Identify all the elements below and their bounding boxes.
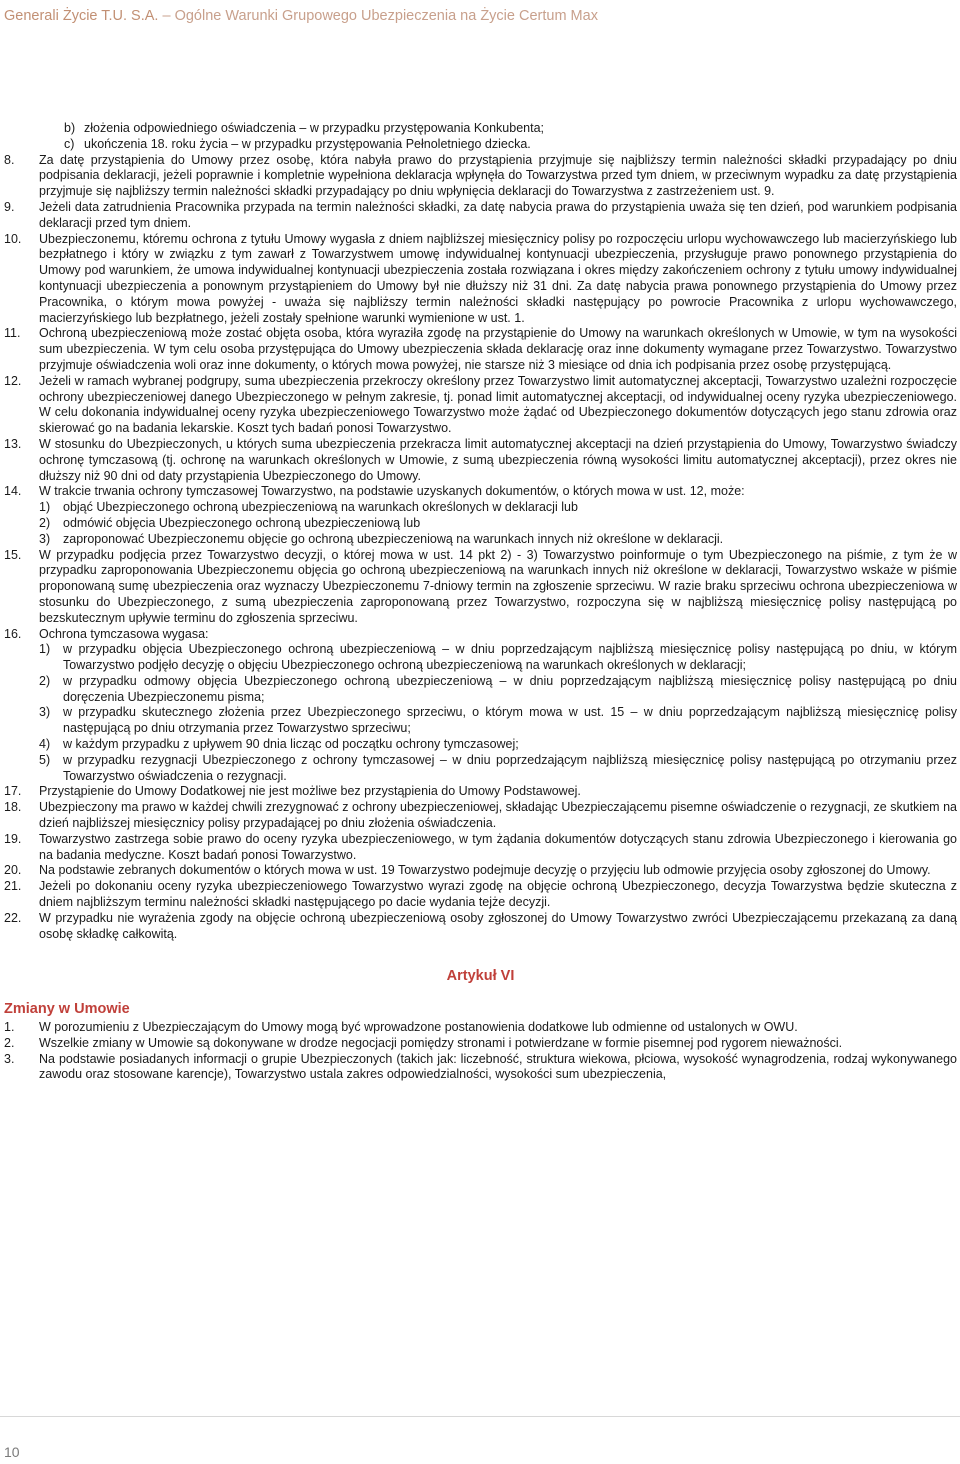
paragraph-text: W trakcie trwania ochrony tymczasowej Towarzystwo, na podstawie uzyskanych dokumentów, o których mowa w ust. 12, może: <box>39 484 745 499</box>
sub-item-label: 2) <box>39 515 51 530</box>
numbered-paragraph <box>4 863 957 879</box>
sub-item-label: 2) <box>39 673 51 688</box>
paragraph-text: W przypadku nie wyrażenia zgody na objęcie ochroną ubezpieczeniową osoby zgłoszonej do Umowy Towarzystwo zwróci Ubezpieczającemu przekazaną za daną osobę składkę całkowitą. <box>39 910 957 941</box>
paragraph-number: 17. <box>4 784 22 799</box>
sub-item-text: w przypadku objęcia Ubezpieczonego ochroną ubezpieczeniową – w dniu poprzedzającym najbliższą miesięcznicę polisy następującą po dniu, w którym Towarzystwo podjęło decyzję o objęciu Ubezpieczonego ochroną ubezpieczeniową na warunkach określonych w deklaracji; <box>63 642 957 673</box>
paragraph-number: 18. <box>4 800 22 815</box>
numbered-paragraph <box>4 832 957 864</box>
paragraph-number: 16. <box>4 626 22 641</box>
sub-item-label: 1) <box>39 642 51 657</box>
numbered-paragraph <box>4 232 957 327</box>
list-item-text: złożenia odpowiedniego oświadczenia – w przypadku przystępowania Konkubenta; <box>84 121 545 135</box>
company-name: Generali Życie T.U. S.A. <box>4 8 159 24</box>
sub-item-label: 4) <box>39 737 51 752</box>
numbered-paragraph <box>4 153 957 200</box>
paragraph-number: 11. <box>4 326 21 341</box>
sub-item-label: 3) <box>39 531 51 546</box>
list-item-text: ukończenia 18. roku życia – w przypadku przystępowania Pełnoletniego dziecka. <box>84 136 531 151</box>
paragraph-text: W stosunku do Ubezpieczonych, u których suma ubezpieczenia przekracza limit automatycznej akceptacji na dzień przystąpienia do Umowy, Towarzystwo świadczy ochronę tymczasową (tj. ochronę na warunkach określonych w Umowie, z sumą ubezpieczenia równą wysokości limitu automatycznej akceptacji), przez okres nie dłuższy niż 90 dni od daty przystąpienia Ubezpieczonego do Umowy. <box>39 436 957 483</box>
paragraph-text: Jeżeli data zatrudnienia Pracownika przypada na termin należności składki, za datę nabycia prawa do przystąpienia uważa się ten dzień, pod warunkiem podpisania deklaracji przed tym dniem. <box>39 199 957 230</box>
numbered-paragraph <box>4 437 957 484</box>
sub-list-item <box>39 532 957 548</box>
paragraph-text: Za datę przystąpienia do Umowy przez osobę, która nabyła prawo do przystąpienia przyjmuje się najbliższy termin należności składki przypadający po dniu podpisania deklaracji, jeżeli poprawnie i kompletnie wypełniona deklaracja wpłynęła do Towarzystwa przed tym dniem, w przeciwnym wypadku za datę przystąpienia przyjmuje się najbliższy termin należności składki przypadający po dniu wpłynięcia deklaracji do Towarzystwa z zastrzeżeniem ust. 9. <box>39 152 957 199</box>
sub-list-item <box>39 753 957 785</box>
sub-list-item <box>39 500 957 516</box>
paragraph-number: 20. <box>4 863 22 878</box>
paragraph-text: W porozumieniu z Ubezpieczającym do Umowy mogą być wprowadzone postanowienia dodatkowe lub odmienne od ustalonych w OWU. <box>39 1020 798 1035</box>
footer-divider <box>0 1416 960 1417</box>
article-paragraph <box>4 1052 957 1084</box>
sub-item-text: zaproponować Ubezpieczonemu objęcie go ochroną ubezpieczeniową na warunkach innych niż określone w deklaracji. <box>63 531 724 546</box>
paragraph-number: 1. <box>4 1020 15 1035</box>
sub-item-text: w każdym przypadku z upływem 90 dnia licząc od początku ochrony tymczasowej; <box>63 737 519 752</box>
sub-item-text: w przypadku rezygnacji Ubezpieczonego z ochrony tymczasowej – w dniu poprzedzającym najbliższą miesięcznicę polisy następującą po otrzymaniu przez Towarzystwo oświadczenia o rezygnacji. <box>63 752 957 783</box>
numbered-paragraph <box>4 326 957 373</box>
paragraph-number: 9. <box>4 199 15 214</box>
paragraph-text: Jeżeli po dokonaniu oceny ryzyka ubezpieczeniowego Towarzystwo wyrazi zgodę na objęcie ochroną Ubezpieczonego, decyzja Towarzystwa będzie skuteczna z dniem najbliższym terminu należności składki następującego po dacie wydania tejże decyzji. <box>39 879 957 910</box>
numbered-paragraph <box>4 548 957 627</box>
numbered-paragraph <box>4 784 957 800</box>
sub-list-item <box>39 737 957 753</box>
sub-list-item <box>39 516 957 532</box>
sub-list-item <box>39 642 957 674</box>
continued-list-item <box>4 137 957 153</box>
article-title: Artykuł VI <box>446 968 515 985</box>
numbered-paragraph <box>4 374 957 437</box>
sub-item-label: 3) <box>39 705 51 720</box>
article-paragraph <box>4 1020 957 1036</box>
paragraph-number: 10. <box>4 231 22 246</box>
sub-item-text: w przypadku skutecznego złożenia przez Ubezpieczonego sprzeciwu, o którym mowa w ust. 15 – w dniu poprzedzającym najbliższą miesięcznicę polisy następującą po dniu otrzymania przez Towarzystwo sprzeciwu; <box>63 705 957 736</box>
article-paragraph <box>4 1036 957 1052</box>
paragraph-text: Przystąpienie do Umowy Dodatkowej nie jest możliwe bez przystąpienia do Umowy Podstawowej. <box>39 784 581 799</box>
sub-list <box>39 642 957 784</box>
sub-list <box>39 500 957 547</box>
page-header <box>4 8 598 24</box>
paragraph-number: 21. <box>4 879 22 894</box>
paragraph-text: Jeżeli w ramach wybranej podgrupy, suma ubezpieczenia przekroczy określony przez Towarzystwo limit automatycznej akceptacji, Towarzystwo uzależni rozpoczęcie ochrony ubezpieczeniowej danego Ubezpieczonego w pełnym zakresie, tj. ponad limit automatycznej akceptacji, od indywidualnej oceny ryzyka ubezpieczeniowego. W celu dokonania indywidualnej oceny ryzyka ubezpieczeniowego Towarzystwo może żądać od Ubezpieczonego dokumentów dotyczących jego stanu zdrowia oraz skierować go na badania lekarskie. Koszt tych badań ponosi Towarzystwo. <box>39 373 957 436</box>
paragraph-number: 22. <box>4 910 22 925</box>
list-item-label: b) <box>64 121 76 135</box>
sub-item-label: 1) <box>39 500 51 515</box>
numbered-paragraph <box>4 200 957 232</box>
numbered-paragraph <box>4 627 957 643</box>
document-title: Ogólne Warunki Grupowego Ubezpieczenia na Życie Certum Max <box>174 8 598 24</box>
numbered-paragraph <box>4 800 957 832</box>
paragraph-number: 12. <box>4 373 22 388</box>
paragraph-text: Ochrona tymczasowa wygasa: <box>39 626 209 641</box>
document-body <box>4 121 957 1083</box>
paragraph-text: Ochroną ubezpieczeniową może zostać objęta osoba, która wyraziła zgodę na przystąpienie do Umowy na warunkach określonych w Umowie, w tym na wysokości sum ubezpieczenia. W tym celu osoba przystępująca do Umowy ubezpieczenia składa deklarację oraz inne dokumenty wymagane przez Towarzystwo. Towarzystwo przyjmuje oświadczenia woli oraz inne dokumenty, o których mowa powyżej, nie starsze niż 3 miesiące od dnia ich podpisania przez osobę przystępującą. <box>39 326 957 372</box>
article-paragraphs <box>4 1020 957 1083</box>
paragraph-number: 13. <box>4 436 22 451</box>
paragraph-text: Ubezpieczony ma prawo w każdej chwili zrezygnować z ochrony ubezpieczeniowej, składając Ubezpieczającemu pisemne oświadczenie o rezygnacji, ze skutkiem na dzień najbliższej miesięcznicy polisy przypadającej po dniu złożenia oświadczenia. <box>39 800 957 831</box>
numbered-paragraph <box>4 911 957 943</box>
paragraph-number: 3. <box>4 1051 15 1066</box>
sub-item-text: odmówić objęcia Ubezpieczonego ochroną ubezpieczeniową lub <box>63 515 421 530</box>
paragraph-number: 15. <box>4 547 22 562</box>
sub-list-item <box>39 674 957 706</box>
paragraph-text: Towarzystwo zastrzega sobie prawo do oceny ryzyka ubezpieczeniowego, w tym żądania dokumentów dotyczących stanu zdrowia Ubezpieczonego i kierowania go na badania medyczne. Koszt badań ponosi Towarzystwo. <box>39 831 957 862</box>
numbered-paragraph <box>4 879 957 911</box>
list-item-label: c) <box>64 136 75 151</box>
sub-list-item <box>39 705 957 737</box>
paragraph-text: Na podstawie zebranych dokumentów o których mowa w ust. 19 Towarzystwo podejmuje decyzję o przyjęciu lub odmowie przyjęcia osoby zgłoszonej do Umowy. <box>39 863 931 878</box>
numbered-paragraph <box>4 484 957 500</box>
paragraph-text: Wszelkie zmiany w Umowie są dokonywane w drodze negocjacji pomiędzy stronami i potwierdzane w formie pisemnej pod rygorem nieważności. <box>39 1035 843 1050</box>
header-separator: – <box>158 8 175 24</box>
paragraph-number: 19. <box>4 831 22 846</box>
page-number: 10 <box>4 1444 20 1460</box>
paragraph-number: 14. <box>4 484 22 499</box>
paragraph-number: 2. <box>4 1035 15 1050</box>
sub-item-text: w przypadku odmowy objęcia Ubezpieczonego ochroną ubezpieczeniową – w dniu poprzedzającym najbliższą miesięcznicę polisy następującą po dniu doręczenia Ubezpieczonemu pisma; <box>63 673 957 704</box>
paragraph-text: Ubezpieczonemu, któremu ochrona z tytułu Umowy wygasła z dniem najbliższej miesięcznicy polisy po rozpoczęciu urlopu wychowawczego lub macierzyńskiego lub bezpłatnego i który w związku z tym zawarł z Towarzystwem umowę indywidualnej kontynuacji ubezpieczenia, przysługuje prawo ponownego przystąpienia do Umowy pod warunkiem, że umowa indywidualnej kontynuacji ubezpieczenia została rozwiązana i okres między zakończeniem ochrony z tytułu umowy indywidualnej kontynuacji ubezpieczenia a ponownym przystąpieniem do Umowy był nie dłuższy niż 31 dni. Za datę nabycia prawa ponownego przystąpienia do Umowy przez Pracownika, o którym mowa powyżej - uważa się najbliższy termin należności składki następujący po powrocie Pracownika z urlopu wychowawczego, macierzyńskiego lub bezpłatnego, jeżeli zostały spełnione warunki wymienione w ust. 1. <box>39 231 957 325</box>
numbered-paragraphs <box>4 153 957 943</box>
paragraph-number: 8. <box>4 152 15 167</box>
continued-list-item <box>4 121 957 137</box>
paragraph-text: W przypadku podjęcia przez Towarzystwo decyzji, o której mowa w ust. 14 pkt 2) - 3) Towarzystwo poinformuje o tym Ubezpieczonego na piśmie, z tym że w przypadku zaproponowania Ubezpieczonemu objęcia go ochroną ubezpieczeniową na warunkach innych niż określone w deklaracji, Towarzystwo wskaże w piśmie proponowaną sumę ubezpieczenia oraz wyznaczy Ubezpieczonemu 7-dniowy termin na zgłoszenie sprzeciwu. W razie braku sprzeciwu ochrona ubezpieczeniowa w stosunku do Ubezpieczonego, z sumą ubezpieczenia zaproponowaną przez Towarzystwo, rozpoczyna się w najbliższą miesięcznicę polisy następującą po bezskutecznym upływie terminu do zgłoszenia sprzeciwu. <box>39 547 957 625</box>
section-title: Zmiany w Umowie <box>4 1001 130 1018</box>
sub-item-label: 5) <box>39 752 51 767</box>
paragraph-text: Na podstawie posiadanych informacji o grupie Ubezpieczonych (takich jak: liczebność, struktura wiekowa, płciowa, wysokość wynagrodzenia, rodzaj wykonywanego zawodu oraz stosowane karencje), Towarzystwo ustala zakres odpowiedzialności, wysokości sum ubezpieczenia, <box>39 1051 957 1082</box>
sub-item-text: objąć Ubezpieczonego ochroną ubezpieczeniową na warunkach określonych w deklaracji lub <box>63 500 578 515</box>
